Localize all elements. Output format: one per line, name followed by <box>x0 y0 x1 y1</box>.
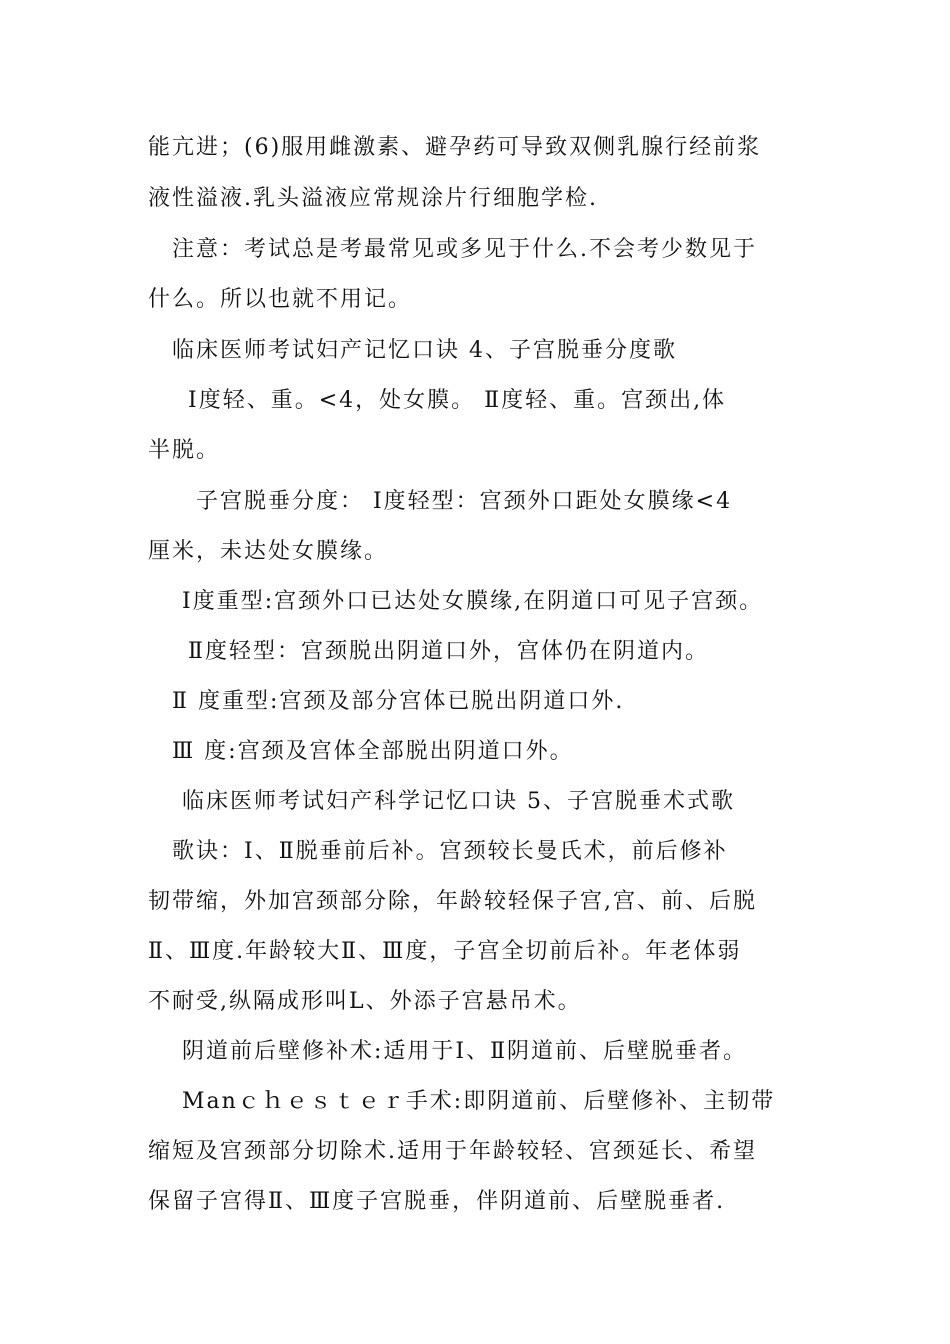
section-heading: 临床医师考试妇产记忆口诀 4、子宫脱垂分度歌 <box>172 338 677 363</box>
text-line: 能亢进；(6)服用雌激素、避孕药可导致双侧乳腺行经前浆 <box>148 135 762 160</box>
text-line: 液性溢液.乳头溢液应常规涂片行细胞学检. <box>148 186 598 211</box>
text-line: Ⅲ 度:宫颈及宫体全部脱出阴道口外。 <box>172 739 574 764</box>
text-line: 子宫脱垂分度： Ⅰ度轻型：宫颈外口距处女膜缘<4 <box>196 489 733 514</box>
text-line: Ⅱ、Ⅲ度.年龄较大Ⅱ、Ⅲ度，子宫全切前后补。年老体弱 <box>148 939 742 964</box>
text-line: Ⅱ 度重型:宫颈及部分宫体已脱出阴道口外. <box>172 689 625 714</box>
text-line: 阴道前后壁修补术:适用于Ⅰ、Ⅱ阴道前、后壁脱垂者。 <box>182 1039 748 1064</box>
text-line: Ⅱ度轻型：宫颈脱出阴道口外，宫体仍在阴道内。 <box>188 639 709 664</box>
text-line: Ⅰ度重型:宫颈外口已达处女膜缘,在阴道口可见子宫颈。 <box>182 589 764 614</box>
text-line: 什么。所以也就不用记。 <box>148 287 413 312</box>
text-line: 不耐受,纵隔成形叫L、外添子宫悬吊术。 <box>148 989 582 1014</box>
text-line: 厘米，未达处女膜缘。 <box>148 539 389 564</box>
text-line: Manｃｈｅｓｔｅｒ手术:即阴道前、后壁修补、主韧带 <box>182 1089 776 1114</box>
text-line: 注意：考试总是考最常见或多见于什么.不会考少数见于 <box>172 237 757 262</box>
text-line: 歌诀：Ⅰ、Ⅱ脱垂前后补。宫颈较长曼氏术，前后修补 <box>172 839 728 864</box>
text-line: 保留子宫得Ⅱ、Ⅲ度子宫脱垂，伴阴道前、后壁脱垂者. <box>148 1189 726 1214</box>
text-line: Ⅰ度轻、重。<4，处女膜。 Ⅱ度轻、重。宫颈出,体 <box>188 388 727 413</box>
section-heading: 临床医师考试妇产科学记忆口诀 5、子宫脱垂术式歌 <box>182 789 735 814</box>
text-line: 半脱。 <box>148 438 221 463</box>
text-line: 韧带缩，外加宫颈部分除，年龄较轻保子宫,宫、前、后脱 <box>148 889 757 914</box>
text-line: 缩短及宫颈部分切除术.适用于年龄较轻、宫颈延长、希望 <box>148 1139 757 1164</box>
